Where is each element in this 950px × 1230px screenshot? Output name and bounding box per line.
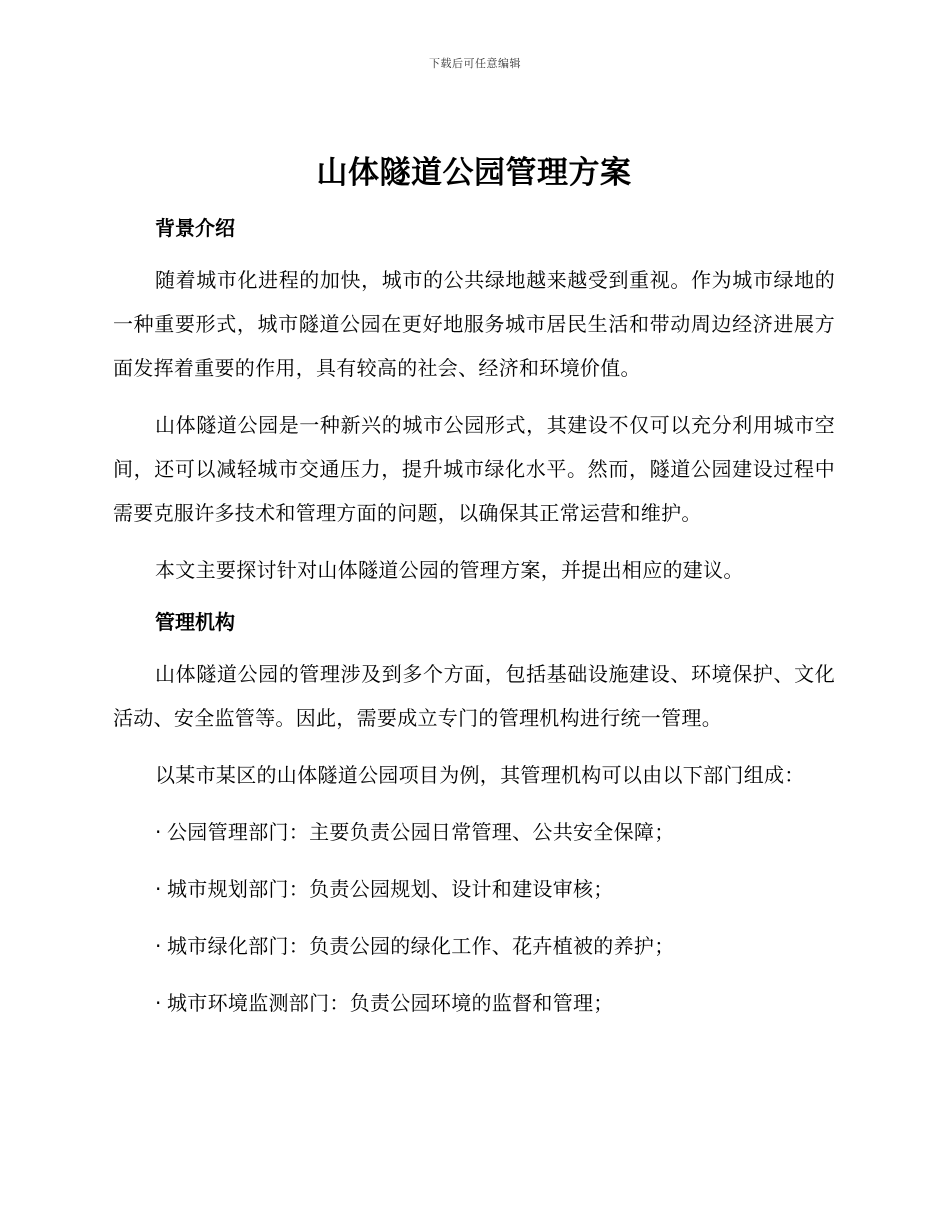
page-header-note: 下载后可任意编辑 <box>429 57 521 70</box>
section-heading: 管理机构 <box>155 610 235 634</box>
list-item <box>113 810 835 854</box>
paragraph: 以某市某区的山体隧道公园项目为例，其管理机构可以由以下部门组成： <box>155 763 805 787</box>
list-item <box>113 924 835 968</box>
paragraph: 山体隧道公园是一种新兴的城市公园形式，其建设不仅可以充分利用城市空间，还可以减轻城市交通压力，提升城市绿化水平。然而，隧道公园建设过程中需要克服许多技术和管理方面的问题，以确保其正常运营和维护。 <box>113 413 835 525</box>
bullet-icon: · <box>155 934 162 958</box>
bullet-icon: · <box>155 820 162 844</box>
paragraph: 本文主要探讨针对山体隧道公园的管理方案，并提出相应的建议。 <box>155 558 744 582</box>
list-item <box>113 867 835 911</box>
document-body <box>113 145 835 1038</box>
department-list <box>113 810 835 1025</box>
list-item-text: 城市绿化部门：负责公园的绿化工作、花卉植被的养护； <box>167 934 675 958</box>
list-item-text: 城市规划部门：负责公园规划、设计和建设审核； <box>167 877 614 901</box>
section-heading: 背景介绍 <box>155 216 235 240</box>
list-item-text: 城市环境监测部门：负责公园环境的监督和管理； <box>167 991 614 1015</box>
section-background <box>113 211 835 592</box>
paragraph: 随着城市化进程的加快，城市的公共绿地越来越受到重视。作为城市绿地的一种重要形式，城市隧道公园在更好地服务城市居民生活和带动周边经济进展方面发挥着重要的作用，具有较高的社会、经济和环境价值。 <box>113 268 835 380</box>
bullet-icon: · <box>155 877 162 901</box>
list-item-text: 公园管理部门：主要负责公园日常管理、公共安全保障； <box>167 820 675 844</box>
section-management-organization <box>113 605 835 1025</box>
paragraph: 山体隧道公园的管理涉及到多个方面，包括基础设施建设、环境保护、文化活动、安全监管等。因此，需要成立专门的管理机构进行统一管理。 <box>113 662 835 730</box>
list-item <box>113 981 835 1025</box>
bullet-icon: · <box>155 991 162 1015</box>
document-title: 山体隧道公园管理方案 <box>316 155 632 191</box>
